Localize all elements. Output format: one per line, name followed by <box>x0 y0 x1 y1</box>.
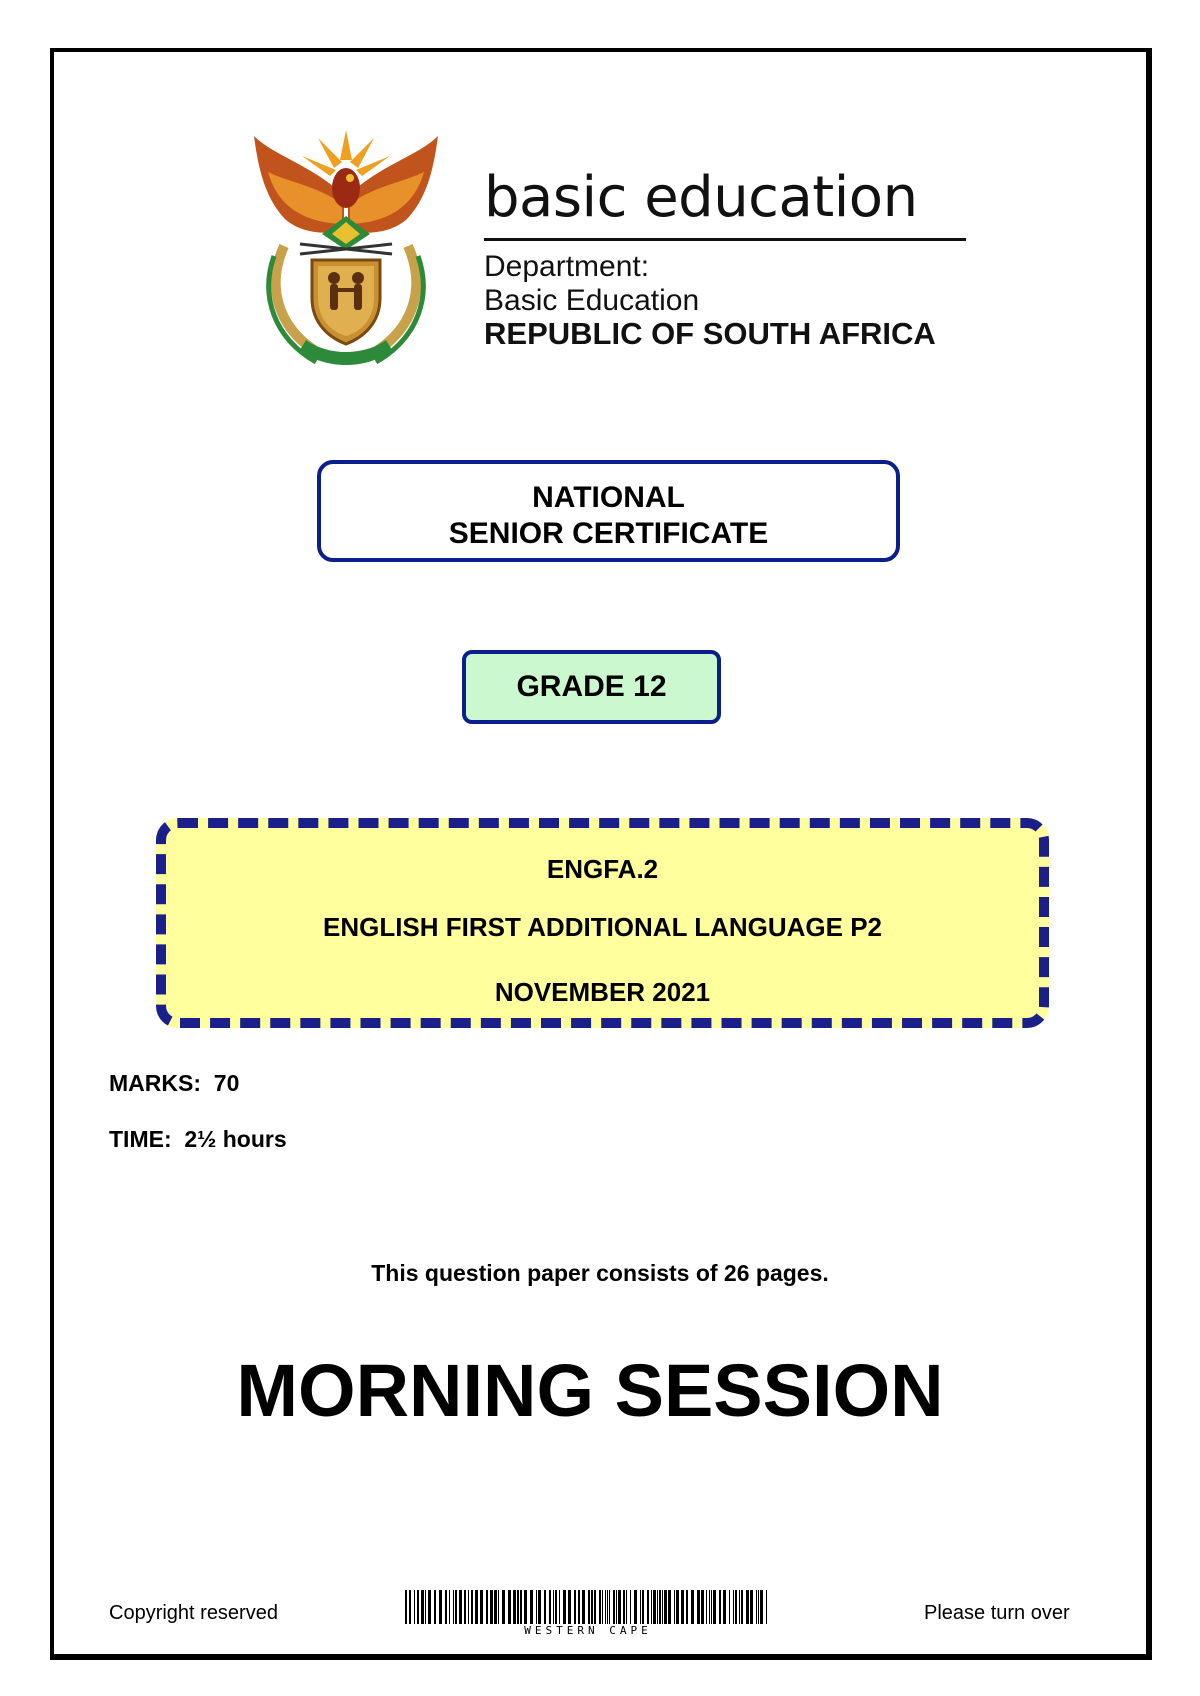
subject-name: ENGLISH FIRST ADDITIONAL LANGUAGE P2 <box>322 912 883 942</box>
country-name: REPUBLIC OF SOUTH AFRICA <box>484 316 936 351</box>
marks-value: 70 <box>213 1070 240 1096</box>
time-info <box>109 1126 287 1153</box>
certificate-line-1: NATIONAL <box>532 481 685 514</box>
marks-info <box>109 1070 239 1097</box>
brand-underline <box>484 238 966 241</box>
department-line: Department: <box>484 250 650 283</box>
barcode-icon <box>405 1590 771 1624</box>
certificate-line-2: SENIOR CERTIFICATE <box>448 517 769 550</box>
coat-of-arms-icon <box>244 126 448 372</box>
brand-wordmark <box>484 165 918 230</box>
time-label: TIME: <box>109 1126 172 1152</box>
page-count-note: This question paper consists of 26 pages. <box>371 1260 829 1286</box>
subject-box <box>156 818 1049 1028</box>
brand-title: basic education <box>484 165 918 230</box>
marks-label: MARKS: <box>109 1070 201 1096</box>
subject-code: ENGFA.2 <box>546 854 659 884</box>
copyright-text: Copyright reserved <box>109 1602 278 1624</box>
session-title: MORNING SESSION <box>236 1349 944 1432</box>
certificate-box <box>317 460 900 562</box>
turn-over-text: Please turn over <box>924 1602 1070 1624</box>
time-value: 2½ hours <box>184 1126 287 1152</box>
barcode-label: WESTERN CAPE <box>524 1624 652 1637</box>
department-name: Basic Education <box>484 284 700 317</box>
grade-box: GRADE 12 <box>462 650 721 724</box>
exam-date: NOVEMBER 2021 <box>494 977 711 1007</box>
